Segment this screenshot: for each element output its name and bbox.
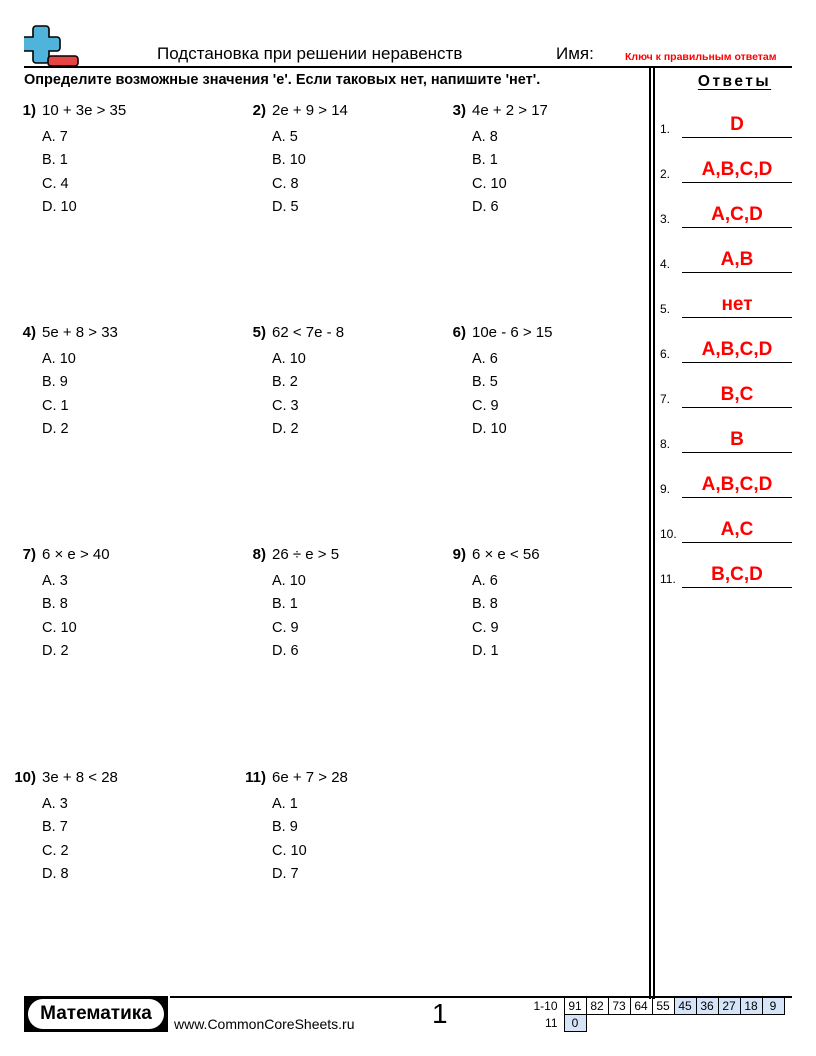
answer-value: A,B,C,D	[701, 339, 773, 360]
answer-number: 9.	[660, 482, 671, 496]
score-cell: 18	[740, 998, 762, 1015]
site-url: www.CommonCoreSheets.ru	[174, 1016, 355, 1032]
problem-expression: 5e + 8 > 33	[42, 324, 118, 341]
option-b: B. 10	[272, 152, 306, 169]
option-list	[42, 350, 76, 443]
answer-number: 4.	[660, 257, 671, 271]
option-d: D. 6	[472, 198, 499, 215]
option-list	[42, 128, 77, 221]
option-a: A. 10	[272, 573, 306, 589]
answer-row-8	[660, 425, 792, 453]
score-row-11	[520, 1015, 784, 1032]
answer-value: A,B,C,D	[701, 474, 773, 495]
score-cell: 0	[564, 1015, 586, 1032]
answer-line	[682, 272, 792, 274]
answer-row-4	[660, 245, 792, 273]
answer-number: 6.	[660, 347, 671, 361]
answer-number: 3.	[660, 212, 671, 226]
problem-expression: 3e + 8 < 28	[42, 769, 118, 786]
score-cell: 64	[630, 998, 652, 1015]
answer-row-2	[660, 155, 792, 183]
option-d: D. 1	[472, 642, 499, 659]
problem-expression: 4e + 2 > 17	[472, 102, 548, 119]
option-b: B. 7	[42, 819, 68, 836]
option-c: C. 9	[272, 619, 299, 636]
score-cell: 45	[674, 998, 696, 1015]
option-list	[272, 350, 306, 443]
option-d: D. 7	[272, 865, 299, 882]
answer-line	[682, 182, 792, 184]
option-list	[42, 572, 77, 665]
option-b: B. 1	[42, 152, 68, 169]
score-table	[520, 997, 785, 1032]
answer-value: A,B	[720, 249, 754, 270]
score-cell: 9	[762, 998, 784, 1015]
answer-line	[682, 407, 792, 409]
answer-line	[682, 452, 792, 454]
option-b: B. 9	[272, 819, 298, 836]
instructions: Определите возможные значения 'e'. Если таковых нет, напишите 'нет'.	[24, 72, 541, 88]
option-a: A. 7	[42, 129, 68, 145]
option-list	[272, 128, 306, 221]
option-a: A. 10	[42, 351, 76, 367]
answer-line	[682, 587, 792, 589]
score-row-1-10	[520, 998, 784, 1015]
option-c: C. 1	[42, 397, 69, 414]
option-list	[472, 128, 507, 221]
option-a: A. 5	[272, 129, 298, 145]
option-b: B. 2	[272, 374, 298, 391]
score-cell: 82	[586, 998, 608, 1015]
answer-line	[682, 137, 792, 139]
problem-number: 5)	[252, 324, 266, 341]
answer-number: 8.	[660, 437, 671, 451]
option-a: A. 1	[272, 796, 298, 812]
answer-number: 7.	[660, 392, 671, 406]
option-c: C. 9	[472, 397, 499, 414]
problem-expression: 62 < 7e - 8	[272, 324, 345, 341]
option-b: B. 1	[272, 596, 298, 613]
answers-heading: Ответы	[697, 73, 772, 90]
score-cell: 36	[696, 998, 718, 1015]
answer-value: B,C,D	[711, 564, 763, 585]
problem-number: 10)	[14, 769, 36, 786]
problem-expression: 10 + 3e > 35	[42, 102, 127, 119]
brand-logo	[24, 996, 168, 1032]
answer-value: A,C	[720, 519, 754, 540]
option-c: C. 10	[42, 619, 77, 636]
answer-value: D	[730, 114, 744, 135]
column-divider	[649, 66, 651, 999]
option-list	[472, 572, 499, 665]
option-a: A. 6	[472, 351, 498, 367]
option-list	[472, 350, 507, 443]
brand-label: Математика	[28, 999, 164, 1029]
answer-line	[682, 317, 792, 319]
option-c: C. 8	[272, 175, 299, 192]
problem-number: 4)	[22, 324, 36, 341]
answer-row-7	[660, 380, 792, 408]
answer-line	[682, 542, 792, 544]
page-number: 1	[432, 998, 448, 1029]
problem-expression: 10e - 6 > 15	[472, 324, 553, 341]
answer-row-10	[660, 515, 792, 543]
score-cell: 27	[718, 998, 740, 1015]
answer-line	[682, 497, 792, 499]
problem-expression: 2e + 9 > 14	[272, 102, 348, 119]
answer-number: 1.	[660, 122, 671, 136]
header-divider	[24, 66, 792, 68]
problem-expression: 6e + 7 > 28	[272, 769, 348, 786]
option-c: C. 9	[472, 619, 499, 636]
answer-number: 10.	[660, 527, 677, 541]
problem-number: 9)	[452, 546, 466, 563]
problem-expression: 6 × e < 56	[472, 546, 540, 563]
problem-number: 11)	[245, 769, 266, 786]
answer-value: B	[730, 429, 744, 450]
name-label: Имя:	[556, 44, 594, 63]
option-d: D. 2	[42, 420, 69, 437]
problem-expression: 6 × e > 40	[42, 546, 110, 563]
option-c: C. 2	[42, 842, 69, 859]
answer-number: 5.	[660, 302, 671, 316]
answer-key-label: Ключ к правильным ответам	[625, 51, 777, 63]
column-divider	[653, 66, 655, 999]
option-b: B. 8	[42, 596, 68, 613]
option-c: C. 10	[272, 842, 307, 859]
problem-number: 1)	[22, 102, 36, 119]
answer-row-3	[660, 200, 792, 228]
option-d: D. 2	[42, 642, 69, 659]
option-list	[272, 795, 307, 888]
option-d: D. 10	[472, 420, 507, 437]
answer-line	[682, 362, 792, 364]
problem-number: 8)	[252, 546, 266, 563]
option-c: C. 3	[272, 397, 299, 414]
score-row-label: 1-10	[533, 999, 558, 1013]
answer-number: 2.	[660, 167, 671, 181]
option-list	[272, 572, 306, 665]
score-row-label: 11	[545, 1016, 558, 1030]
score-cell: 55	[652, 998, 674, 1015]
answer-number: 11.	[660, 572, 676, 586]
score-cell: 91	[564, 998, 586, 1015]
answer-row-1	[660, 110, 792, 138]
answer-row-5	[660, 290, 792, 318]
problem-number: 2)	[252, 102, 266, 119]
problem-number: 6)	[452, 324, 466, 341]
option-b: B. 8	[472, 596, 498, 613]
problem-number: 3)	[452, 102, 466, 119]
math-logo-icon	[24, 24, 80, 68]
option-b: B. 5	[472, 374, 498, 391]
answer-row-9	[660, 470, 792, 498]
answer-value: нет	[721, 294, 753, 315]
option-c: C. 10	[472, 175, 507, 192]
option-a: A. 10	[272, 351, 306, 367]
option-a: A. 8	[472, 129, 498, 145]
answer-value: A,C,D	[711, 204, 763, 225]
worksheet-title: Подстановка при решении неравенств	[157, 44, 463, 63]
score-cell: 73	[608, 998, 630, 1015]
option-b: B. 1	[472, 152, 498, 169]
option-d: D. 10	[42, 198, 77, 215]
answer-row-11	[660, 560, 792, 588]
option-list	[42, 795, 69, 888]
option-b: B. 9	[42, 374, 68, 391]
option-a: A. 3	[42, 796, 68, 812]
option-d: D. 8	[42, 865, 69, 882]
option-d: D. 5	[272, 198, 299, 215]
answer-line	[682, 227, 792, 229]
problem-expression: 26 ÷ e > 5	[272, 546, 340, 563]
option-a: A. 3	[42, 573, 68, 589]
option-d: D. 2	[272, 420, 299, 437]
answer-row-6	[660, 335, 792, 363]
problem-number: 7)	[22, 546, 36, 563]
answer-value: A,B,C,D	[701, 159, 773, 180]
option-c: C. 4	[42, 175, 69, 192]
answer-value: B,C	[720, 384, 754, 405]
option-d: D. 6	[272, 642, 299, 659]
option-a: A. 6	[472, 573, 498, 589]
